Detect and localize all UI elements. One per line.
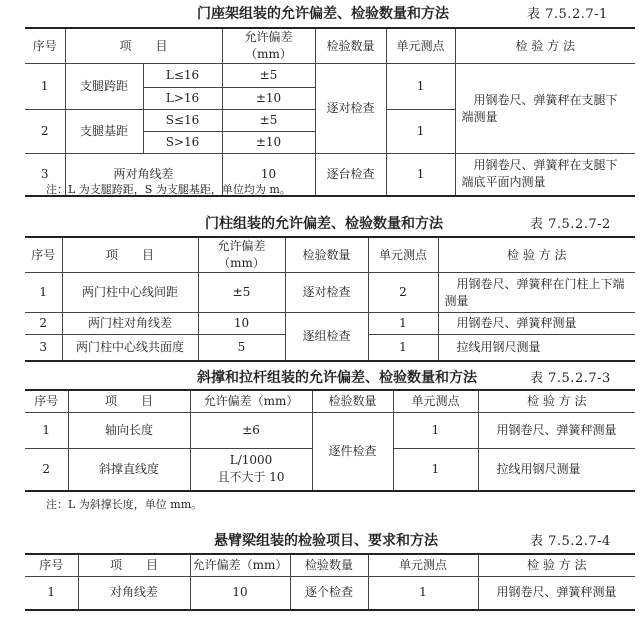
row-item: 两对角线差: [65, 154, 222, 196]
row-method: 用钢卷尺、弹簧秤在门柱上下端测量: [438, 273, 635, 313]
header-points: 单元测点: [386, 28, 455, 64]
row-quantity: 逐个检查: [290, 576, 368, 610]
row-tolerance: [190, 448, 312, 491]
header-method: 检 验 方 法: [478, 554, 635, 576]
row-no: 3: [25, 154, 65, 196]
header-no: 序号: [25, 237, 62, 273]
row-sub-condition: S>16: [143, 132, 222, 154]
table-3-number: 表 7.5.2.7-3: [530, 371, 611, 386]
header-method: 检 验 方 法: [455, 28, 635, 64]
row-method: 拉线用钢尺测量: [438, 335, 635, 361]
header-points: 单元测点: [368, 237, 438, 273]
row-no: 1: [25, 576, 78, 610]
row-quantity: 逐对检查: [315, 64, 386, 154]
row-points: 1: [386, 64, 455, 110]
row-quantity: 逐组检查: [285, 313, 368, 361]
table-2-header-row: [25, 237, 635, 273]
row-no: 1: [25, 273, 62, 313]
row-quantity: 逐台检查: [315, 154, 386, 196]
row-item: 支腿跨距: [65, 64, 143, 110]
table-4-number: 表 7.5.2.7-4: [530, 534, 611, 549]
table-4: [25, 553, 635, 611]
header-item: 项 目: [68, 390, 190, 412]
row-tolerance: 10: [190, 576, 290, 610]
header-item: 项 目: [78, 554, 190, 576]
header-tolerance: 允许偏差（mm）: [222, 28, 315, 64]
table-4-title: 悬臂梁组装的检验项目、要求和方法: [214, 533, 438, 549]
row-item: 两门柱中心线共面度: [62, 335, 198, 361]
table-1-header-row: [25, 28, 635, 64]
table-4-header-row: [25, 554, 635, 576]
row-sub-condition: S≤16: [143, 110, 222, 132]
table-row: [25, 412, 635, 448]
row-item: 斜撑直线度: [68, 448, 190, 491]
row-points: 1: [368, 313, 438, 335]
header-no: 序号: [25, 28, 65, 64]
table-1: [25, 27, 635, 197]
row-item: 对角线差: [78, 576, 190, 610]
row-tolerance-line-2: 且不大于 10: [217, 470, 285, 485]
row-tolerance: ±5: [198, 273, 285, 313]
row-no: 1: [25, 64, 65, 110]
table-row: [25, 313, 635, 335]
row-no: 2: [25, 110, 65, 154]
table-2: [25, 236, 635, 362]
header-tolerance: 允许偏差（mm）: [190, 390, 312, 412]
header-quantity: 检验数量: [290, 554, 368, 576]
row-tolerance: ±6: [190, 412, 312, 448]
table-2-title: 门柱组装的允许偏差、检验数量和方法: [205, 216, 443, 232]
row-tolerance: ±5: [222, 110, 315, 132]
header-tolerance: 允许偏差（mm）: [198, 237, 285, 273]
header-method: 检 验 方 法: [438, 237, 635, 273]
row-item: 两门柱中心线间距: [62, 273, 198, 313]
header-no: 序号: [25, 390, 68, 412]
row-sub-condition: L>16: [143, 88, 222, 110]
row-method: 用钢卷尺、弹簧秤测量: [478, 576, 635, 610]
row-no: 2: [25, 448, 68, 491]
table-1-note: 注：L 为支腿跨距，S 为支腿基距，单位均为 m。: [46, 183, 291, 196]
row-quantity: 逐件检查: [312, 412, 393, 491]
row-no: 1: [25, 412, 68, 448]
row-method: 用钢卷尺、弹簧秤在支腿下端测量: [455, 64, 635, 154]
row-item: 轴向长度: [68, 412, 190, 448]
row-points: 1: [386, 154, 455, 196]
row-points: 1: [368, 576, 478, 610]
row-no: 2: [25, 313, 62, 335]
table-3-title: 斜撑和拉杆组装的允许偏差、检验数量和方法: [197, 370, 477, 386]
header-points: 单元测点: [393, 390, 478, 412]
table-row: [25, 64, 635, 88]
row-tolerance-line-1: L/1000: [229, 453, 273, 468]
row-no: 3: [25, 335, 62, 361]
row-points: 1: [386, 110, 455, 154]
header-quantity: 检验数量: [315, 28, 386, 64]
table-1-number: 表 7.5.2.7-1: [527, 7, 608, 22]
row-points: 2: [368, 273, 438, 313]
table-row: [25, 273, 635, 313]
row-quantity: 逐对检查: [285, 273, 368, 313]
row-method: 用钢卷尺、弹簧秤测量: [478, 412, 635, 448]
header-quantity: 检验数量: [312, 390, 393, 412]
row-tolerance: 5: [198, 335, 285, 361]
table-3-header-row: [25, 390, 635, 412]
table-1-title: 门座架组装的允许偏差、检验数量和方法: [197, 6, 449, 22]
row-tolerance: ±10: [222, 88, 315, 110]
header-quantity: 检验数量: [285, 237, 368, 273]
row-points: 1: [368, 335, 438, 361]
row-points: 1: [393, 412, 478, 448]
row-tolerance: ±5: [222, 64, 315, 88]
table-2-number: 表 7.5.2.7-2: [530, 217, 611, 232]
header-item: 项 目: [62, 237, 198, 273]
row-method: 用钢卷尺、弹簧秤测量: [438, 313, 635, 335]
row-item: 支腿基距: [65, 110, 143, 154]
header-tolerance: 允许偏差（mm）: [190, 554, 290, 576]
header-points: 单元测点: [368, 554, 478, 576]
header-no: 序号: [25, 554, 78, 576]
row-tolerance: 10: [222, 154, 315, 196]
row-method: 拉线用钢尺测量: [478, 448, 635, 491]
header-method: 检 验 方 法: [478, 390, 635, 412]
row-item: 两门柱对角线差: [62, 313, 198, 335]
row-method: 用钢卷尺、弹簧秤在支腿下端底平面内测量: [455, 154, 635, 196]
table-3-note: 注：L 为斜撑长度，单位 mm。: [46, 498, 203, 511]
table-row: [25, 576, 635, 610]
row-points: 1: [393, 448, 478, 491]
row-sub-condition: L≤16: [143, 64, 222, 88]
header-item: 项 目: [65, 28, 222, 64]
row-tolerance: 10: [198, 313, 285, 335]
table-3: [25, 389, 635, 492]
row-tolerance: ±10: [222, 132, 315, 154]
